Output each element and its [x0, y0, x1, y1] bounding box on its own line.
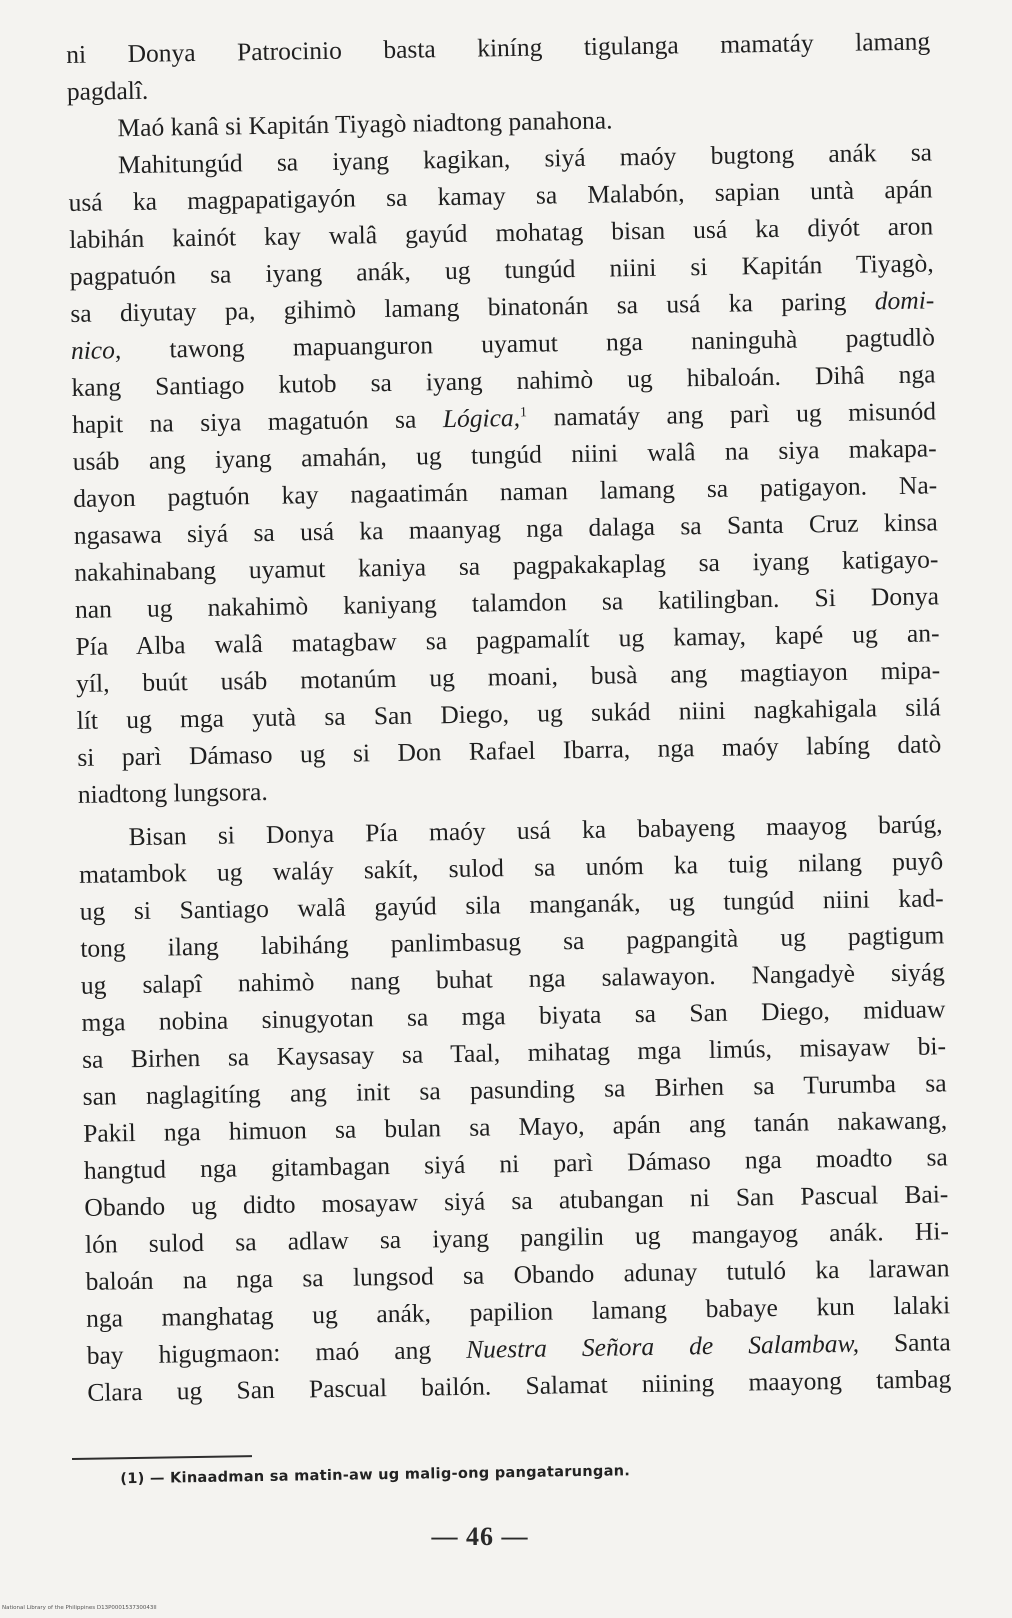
- text-segment: tawong mapuanguron uyamut nga naninguhà pagtudlò: [169, 322, 936, 364]
- text-line: mga nobina sinugyotan sa mga biyata sa San Diego, miduaw: [81, 994, 946, 1037]
- text-line: nga manghatag ug anák, papilion lamang babaye kun lalaki: [85, 1290, 951, 1333]
- text-line: usáb ang iyang amahán, ug tungúd niini walâ na siya makapa-: [72, 433, 937, 476]
- text-line: sa Birhen sa Kaysasay sa Taal, mihatag mga limús, misayaw bi-: [81, 1031, 947, 1074]
- text-line: tong ilang labiháng panlimbasug sa pagpangità ug pagtigum: [80, 920, 945, 963]
- italic-segment: Nuestra Señora de Salambaw,: [465, 1328, 860, 1364]
- text-line: Pakil nga himuon sa bulan sa Mayo, apán ang tanán nakawang,: [83, 1105, 948, 1148]
- text-line: nan ug nakahimò kaniyang talamdon sa katilingban. Si Donya: [74, 581, 940, 624]
- text-line: yíl, buút usáb motanúm ug moani, busà ang magtiayon mipa-: [75, 655, 941, 698]
- footnote-reference: 1: [519, 405, 528, 421]
- text-line: lít ug mga yutà sa San Diego, ug sukád niini nagkahigala silá: [76, 692, 941, 735]
- text-line: hangtud nga gitambagan siyá ni parì Dámaso nga moadto sa: [83, 1142, 948, 1185]
- text-segment: Santa: [893, 1327, 951, 1358]
- text-line: matambok ug waláy sakít, sulod sa unóm ka tuig nilang puyô: [78, 846, 944, 889]
- text-line: dayon pagtuón kay nagaatimán naman lamang sa patigayon. Na-: [73, 470, 938, 513]
- text-line: ni Donya Patrocinio basta kiníng tigulanga mamatáy lamang: [66, 26, 931, 69]
- text-segment: hapit na siya magatuón sa: [71, 404, 417, 439]
- text-line: san naglagitíng ang init sa pasunding sa Birhen sa Turumba sa: [82, 1068, 947, 1111]
- text-line: ug salapî nahimò nang buhat nga salawayon. Nangadyè siyág: [80, 957, 946, 1000]
- text-line: kang Santiago kutob sa iyang nahimò ug hibaloán. Dihâ nga: [71, 359, 936, 402]
- text-line: ug si Santiago walâ gayúd sila manganák, ug tungúd niini kad-: [79, 883, 944, 926]
- text-line: niadtong lungsora.: [77, 776, 268, 809]
- text-line: baloán na nga sa lungsod sa Obando adunay tutuló ka larawan: [85, 1253, 950, 1296]
- italic-segment: domi-: [874, 285, 935, 316]
- italic-segment: Lógica,: [442, 402, 521, 434]
- page-number: — 46 —: [431, 1522, 529, 1551]
- text-segment: sa diyutay pa, gihimò lamang binatonán sa usá ka paring: [70, 286, 847, 328]
- text-line: usá ka magpapatigayón sa kamay sa Malabón, sapian untà apán: [68, 174, 933, 217]
- text-line: nakahinabang uyamut kaniya sa pagpakakaplag sa iyang katigayo-: [74, 544, 939, 587]
- text-line: labihán kainót kay walâ gayúd mohatag bisan usá ka diyót aron: [68, 211, 934, 254]
- text-line: Clara ug San Pascual bailón. Salamat niining maayong tambag: [87, 1364, 952, 1407]
- body-text: [66, 22, 951, 1410]
- text-line: Bisan si Donya Pía maóy usá ka babayeng maayog barúg,: [128, 809, 943, 852]
- footnote-text: (1) — Kinaadman sa matin-aw ug malig-ong pangatarungan.: [120, 1463, 631, 1488]
- text-line: pagpatuón sa iyang anák, ug tungúd niini si Kapitán Tiyagò,: [69, 248, 934, 291]
- text-segment: bay higugmaon: maó ang: [86, 1335, 432, 1370]
- text-segment: namatáy ang parì ug misunód: [553, 396, 937, 432]
- italic-segment: nico,: [70, 335, 122, 365]
- footnote-divider: [72, 1455, 252, 1460]
- text-line: Obando ug didto mosayaw siyá sa atubangan ni San Pascual Bai-: [84, 1179, 949, 1222]
- footnote-area: [72, 1444, 932, 1488]
- text-line: Mahitungúd sa iyang kagikan, siyá maóy bugtong anák sa: [117, 137, 933, 180]
- text-line: ngasawa siyá sa usá ka maanyag nga dalaga sa Santa Cruz kinsa: [73, 507, 938, 550]
- text-line: Pía Alba walâ matagbaw sa pagpamalít ug kamay, kapé ug an-: [75, 618, 940, 661]
- text-line: pagdalî.: [66, 75, 149, 106]
- text-line: Maó kanâ si Kapitán Tiyagò niadtong panahona.: [117, 105, 613, 143]
- text-line: lón sulod sa adlaw sa iyang pangilin ug mangayog anák. Hi-: [84, 1216, 950, 1259]
- text-line: si parì Dámaso ug si Don Rafael Ibarra, nga maóy labíng datò: [77, 729, 942, 772]
- scan-credit: National Library of the Philippines D13P000153730043II: [2, 1605, 157, 1611]
